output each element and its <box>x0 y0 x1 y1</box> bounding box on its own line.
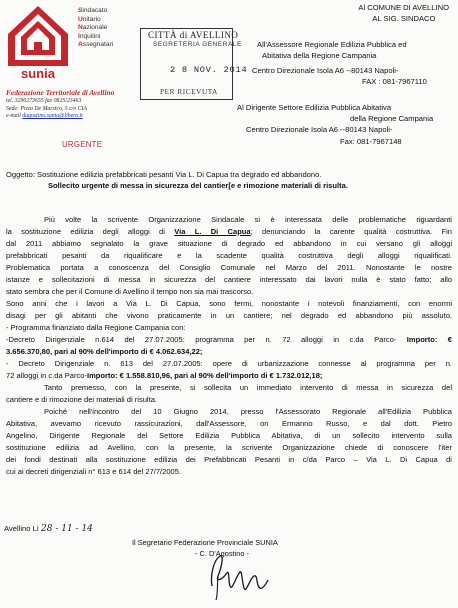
body-p2-l6: - Decreto Dirigenziale n. 613 del 27.07.2005: opere di urbanizzazione connesse al programma per n. <box>6 359 452 368</box>
recipient-assessore-2: Abitativa della Regione Campania <box>262 51 377 60</box>
urgent-label: URGENTE <box>62 140 103 149</box>
body-p2-l2: disagi per gli abitanti che vivono praticamente in un cantiere; nel degrado ed abbandono più assoluto. <box>6 311 452 320</box>
body-p2-l4: -Decreto Dirigenziale n.614 del 27.07.2005: programma per n. 72 alloggi in c.da Parco- Importo: € <box>6 335 452 344</box>
recipient-dirigente: Al Dirigente Settore Edilizia Pubblica Abitativa <box>237 103 392 112</box>
recipient-assessore-address: Centro Direzionale Isola A6 --80143 Napoli- <box>252 66 399 75</box>
body-p1-l3: dal 2011 abbiamo segnalato la grave situazione di degrado ed abbandono in cui versano gli alloggi <box>6 239 452 248</box>
sunia-acronym: Sindacato Unitario Nazionale Inquilini Assegnatari <box>78 7 114 49</box>
body-p1-l7: stato sembra che per il Comune di Avellino il tempo non sia mai trascorso. <box>6 287 254 296</box>
svg-text:sunia: sunia <box>21 66 55 80</box>
stamp-city: CITTÀ di AVELLINO <box>148 30 239 40</box>
signer-name: - C. D'Agostino - <box>195 549 249 558</box>
sender-email-link[interactable]: dagostino.sunia@libero.it <box>22 113 83 120</box>
body-p1-l4: prefabbricati pesanti da riqualificare e la scadente qualità costruttiva degli alloggi riqualificati. <box>6 251 452 260</box>
body-p1-l6: istanze e sollecitazioni di messa in sicurezza del cantiere interessato dai lavori nulla è stato fatto; allo <box>6 275 452 284</box>
body-p2-l1: Sono anni che i lavori a Via L. Di Capua, sono fermi, nonostante i notevoli finanziamenti, con enormi <box>6 299 452 308</box>
place-date: Avellino Lì 28 - 11 - 14 <box>4 524 93 534</box>
body-p2-l7: 72 alloggi in c.da Parco-Importo: € 1.558.810,96, pari al 90% dell'importo di € 1.732.012,18; <box>6 371 323 380</box>
stamp-date: 2 8 NOV. 2014 <box>170 65 248 75</box>
recipient-assessore: All'Assessore Regionale Edilizia Pubblica ed <box>257 40 407 49</box>
sender-address: Sede: Pizza De Marsico, 5 c/o CIA <box>6 105 87 112</box>
body-p1-l5: Problematica portata a conoscenza del Consiglio Comunale nel Marzo del 2011. Nonostante le nostre <box>6 263 452 272</box>
body-p4-l4: sostituzione edilizia ad Avellino, con la presente, la scrivente Organizzazione chiede di conoscere l'iter <box>6 443 452 452</box>
body-p3-l1: Tanto premesso, con la presente, si sollecita un immediato intervento di messa in sicurezza del <box>44 383 452 392</box>
body-p4-l3: Angelino, Dirigente Regionale del Settore Edilizia Pubblica Abitativa, di un sollecito intervento sulla <box>6 431 452 440</box>
handwritten-date: 28 - 11 - 14 <box>41 524 93 534</box>
body-p2-l3: - Programma finanziato dalla Regione Campania con: <box>6 323 186 332</box>
body-p4-l6: cui ai decreti dirigenziali n° 613 e 614 del 27/7/2005. <box>6 467 182 476</box>
body-p2-l5: 3.656.370,80, pari al 90% dell'importo di € 4.062.634,22; <box>6 347 203 356</box>
recipient-dirigente-fax: Fax: 081-7967148 <box>340 137 402 146</box>
body-p4-l1: Poiché nell'incontro del 10 Giugno 2014, presso l'Assessorato Regionale all'Edilizia Pubblica <box>44 407 452 416</box>
recipient-dirigente-2: della Regione Campania <box>350 114 434 123</box>
sunia-logo <box>6 4 70 80</box>
body-p1-l2: la sostituzione edilizia degli alloggi di Via L. Di Capua; denunciando la carente qualità costruttiva. Fin <box>6 227 452 236</box>
sender-phone: tel. 3290273655 fax 0825/23463 <box>6 98 82 104</box>
sender-contact: tel. 3290273655 fax 0825/23463 Sede: Pizza De Marsico, 5 c/o CIA e-mail dagostino.sunia@libero.it <box>6 98 87 120</box>
body-p4-l2: Abitativa, avevamo ricevuto rassicurazioni, dall'Assessore, on Ermanno Russo, e dal dott. Pietro <box>6 419 452 428</box>
recipient-assessore-fax: FAX : 081-7967110 <box>362 77 427 86</box>
signer-role: Il Segretario Federazione Provinciale SUNIA <box>132 538 278 547</box>
body-p4-l5: dei fondi destinati alla sostituzione edilizia dei Prefabbricati Pesanti in c/da Parco – Via L. Di Capua di <box>6 455 452 464</box>
stamp-receipt: PER RICEVUTA <box>160 88 218 96</box>
federation-name: Federazione Territoriale di Avellino <box>6 88 115 97</box>
recipient-dirigente-address: Centro Direzionale Isola A6 --80143 Napoli- <box>246 125 393 134</box>
subject-line-2: Sollecito urgente di messa in sicurezza del cantier[e e rimozione materiali di risulta. <box>48 181 348 190</box>
stamp-office: SEGRETERIA GENERALE <box>153 41 242 48</box>
recipient-municipality: Al COMUNE DI AVELLINO AL SIG. SINDACO <box>358 3 449 23</box>
body-p3-l2: cantiere e di rimozione dei materiali di risulta. <box>6 395 158 404</box>
handwritten-signature <box>200 546 270 602</box>
subject-line: Oggetto: Sostituzione edilizia prefabbricati pesanti Via L. Di Capua tra degrado ed abbandono. <box>6 170 322 179</box>
body-p1-l1: Più volte la scrivente Organizzazione Sindacale si è interessata delle problematiche riguardanti <box>44 215 452 224</box>
